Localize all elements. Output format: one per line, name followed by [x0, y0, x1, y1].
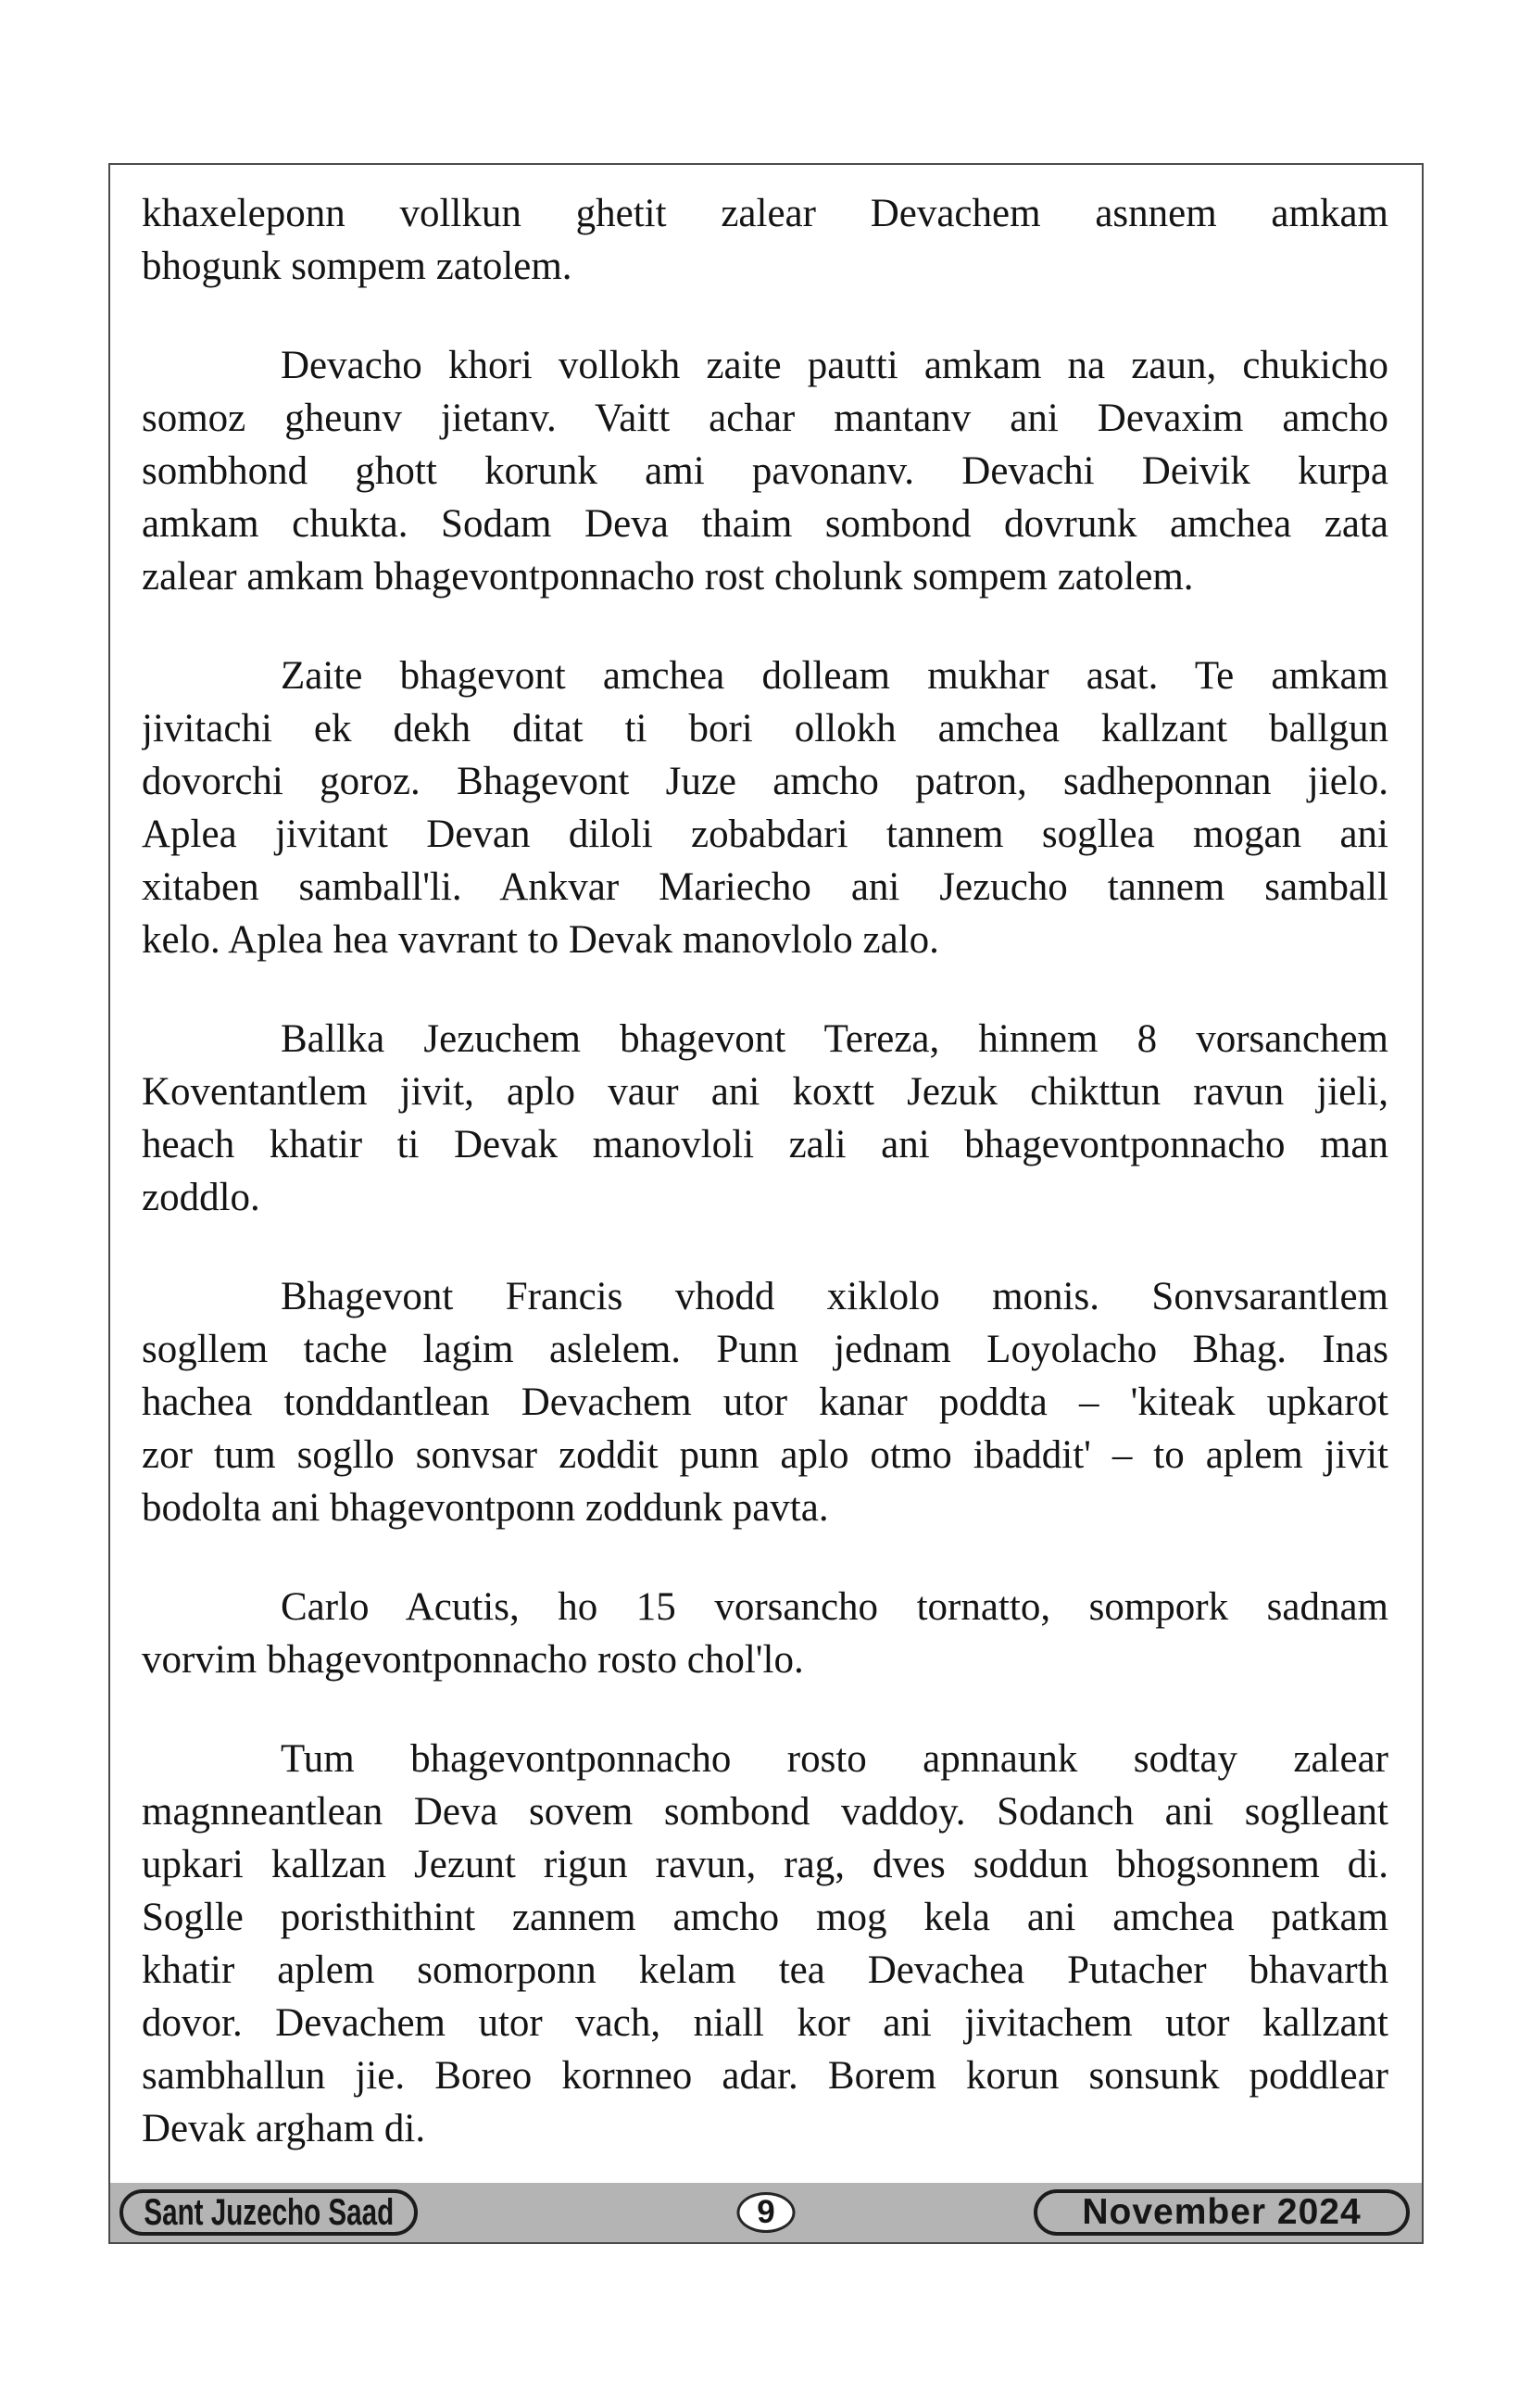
- paragraph: [142, 1733, 1388, 2155]
- text-line: sombhond ghott korunk ami pavonanv. Devachi Deivik kurpa: [142, 449, 1388, 493]
- text-line: heach khatir ti Devak manovloli zali ani bhagevontponnacho man: [142, 1123, 1388, 1166]
- text-line: kelo. Aplea hea vavrant to Devak manovlolo zalo.: [142, 918, 939, 962]
- text-line: dovor. Devachem utor vach, niall kor ani jivitachem utor kallzant: [142, 2001, 1388, 2045]
- text-line: khaxeleponn vollkun ghetit zalear Devachem asnnem amkam: [142, 192, 1388, 235]
- text-line: zalear amkam bhagevontponnacho rost cholunk sompem zatolem.: [142, 555, 1194, 599]
- text-line: somoz gheunv jietanv. Vaitt achar mantanv ani Devaxim amcho: [142, 397, 1388, 440]
- text-line: Soglle poristhithint zannem amcho mog kela ani amchea patkam: [142, 1896, 1388, 1939]
- text-line: bodolta ani bhagevontponn zoddunk pavta.: [142, 1486, 829, 1530]
- page-number-badge: [737, 2192, 796, 2233]
- page-border-box: [108, 163, 1424, 2244]
- text-line: Carlo Acutis, ho 15 vorsancho tornatto, sompork sadnam: [281, 1585, 1388, 1629]
- text-line: vorvim bhagevontponnacho rosto chol'lo.: [142, 1638, 804, 1682]
- text-line: magnneantlean Deva sovem sombond vaddoy. Sodanch ani soglleant: [142, 1790, 1388, 1834]
- text-line: zoddlo.: [142, 1176, 260, 1219]
- text-line: Zaite bhagevont amchea dolleam mukhar asat. Te amkam: [281, 654, 1388, 698]
- text-line: jivitachi ek dekh ditat ti bori ollokh amchea kallzant ballgun: [142, 707, 1388, 750]
- issue-date-label: November 2024: [1082, 2192, 1362, 2232]
- page-number-label: 9: [757, 2194, 775, 2230]
- text-line: khatir aplem somorponn kelam tea Devachea Putacher bhavarth: [142, 1948, 1388, 1992]
- text-line: upkari kallzan Jezunt rigun ravun, rag, dves soddun bhogsonnem di.: [142, 1843, 1388, 1886]
- text-line: sambhallun jie. Boreo kornneo adar. Borem korun sonsunk poddlear: [142, 2054, 1388, 2098]
- article-text: [110, 165, 1422, 2155]
- magazine-title-label: Sant Juzecho Saad: [144, 2191, 394, 2233]
- magazine-title-badge: [119, 2189, 418, 2236]
- text-line: Tum bhagevontponnacho rosto apnnaunk sodtay zalear: [281, 1737, 1388, 1781]
- text-line: Bhagevont Francis vhodd xiklolo monis. Sonvsarantlem: [281, 1275, 1388, 1318]
- text-line: Devacho khori vollokh zaite pautti amkam na zaun, chukicho: [281, 344, 1388, 387]
- text-line: hachea tonddantlean Devachem utor kanar poddta – 'kiteak upkarot: [142, 1381, 1388, 1424]
- paragraph: [142, 1013, 1388, 1224]
- footer-bar: [110, 2183, 1422, 2242]
- text-line: Aplea jivitant Devan diloli zobabdari tannem sogllea mogan ani: [142, 813, 1388, 856]
- paragraph: [142, 1581, 1388, 1686]
- text-line: xitaben samball'li. Ankvar Mariecho ani Jezucho tannem samball: [142, 865, 1388, 909]
- text-line: bhogunk sompem zatolem.: [142, 245, 572, 288]
- issue-date-badge: [1034, 2189, 1410, 2236]
- text-line: zor tum sogllo sonvsar zoddit punn aplo otmo ibaddit' – to aplem jivit: [142, 1433, 1388, 1477]
- paragraph: [142, 649, 1388, 966]
- text-line: dovorchi goroz. Bhagevont Juze amcho patron, sadheponnan jielo.: [142, 760, 1388, 803]
- text-line: sogllem tache lagim aslelem. Punn jednam Loyolacho Bhag. Inas: [142, 1328, 1388, 1371]
- text-line: Koventantlem jivit, aplo vaur ani koxtt Jezuk chikttun ravun jieli,: [142, 1070, 1388, 1114]
- paragraph: [142, 187, 1388, 293]
- paragraph: [142, 1270, 1388, 1534]
- paragraph: [142, 339, 1388, 603]
- text-line: Devak argham di.: [142, 2107, 426, 2150]
- text-line: amkam chukta. Sodam Deva thaim sombond dovrunk amchea zata: [142, 502, 1388, 546]
- text-line: Ballka Jezuchem bhagevont Tereza, hinnem 8 vorsanchem: [281, 1017, 1388, 1061]
